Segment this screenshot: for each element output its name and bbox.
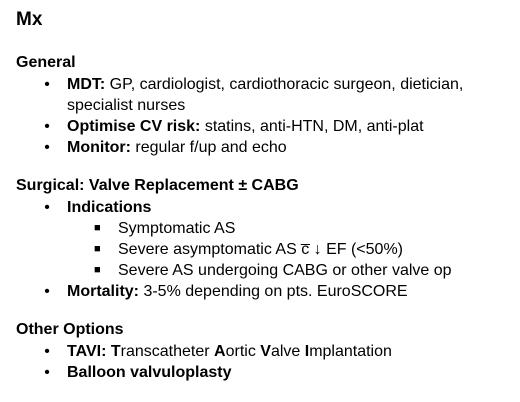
item-label: Balloon valvuloplasty xyxy=(67,364,232,381)
item-label: Indications xyxy=(67,199,152,216)
list-item-mortality xyxy=(16,281,512,302)
acronym-rest: alve xyxy=(270,343,305,360)
document-page xyxy=(16,6,512,383)
item-label: TAVI: xyxy=(67,343,107,360)
bullet-icon: • xyxy=(44,343,50,360)
item-label: Mortality: xyxy=(67,283,139,300)
sub-item-text: Severe AS undergoing CABG or other valve op xyxy=(118,262,452,279)
general-heading: General xyxy=(16,54,76,71)
bullet-icon: • xyxy=(44,283,50,300)
bullet-icon: • xyxy=(44,76,50,93)
square-bullet-icon: ■ xyxy=(94,222,101,234)
item-label: Monitor: xyxy=(67,139,131,156)
surgical-heading: Surgical: Valve Replacement ± CABG xyxy=(16,177,299,194)
list-item-mdt xyxy=(16,74,512,116)
sub-item-text: Severe asymptomatic AS c̅ ↓ EF (<50%) xyxy=(118,241,403,258)
other-section xyxy=(16,319,512,383)
surgical-section xyxy=(16,175,512,302)
acronym-letter: A xyxy=(214,343,226,360)
other-heading: Other Options xyxy=(16,321,124,338)
square-bullet-icon: ■ xyxy=(94,264,101,276)
bullet-icon: • xyxy=(44,199,50,216)
list-item-balloon xyxy=(16,362,512,383)
list-item-monitor xyxy=(16,137,512,158)
item-label: Optimise CV risk: xyxy=(67,118,201,135)
list-item-cv-risk xyxy=(16,116,512,137)
item-text: 3-5% depending on pts. EuroSCORE xyxy=(139,283,408,300)
bullet-icon: • xyxy=(44,364,50,381)
item-text: GP, cardiologist, cardiothoracic surgeon, dietician, specialist nurses xyxy=(67,76,464,114)
acronym-rest: mplantation xyxy=(309,343,392,360)
page-title: Mx xyxy=(16,9,43,30)
sub-list-item xyxy=(16,260,512,281)
item-label: MDT: xyxy=(67,76,106,93)
sub-list-item xyxy=(16,239,512,260)
sub-list-item xyxy=(16,218,512,239)
acronym-rest: ranscatheter xyxy=(120,343,215,360)
sub-item-text: Symptomatic AS xyxy=(118,220,236,237)
acronym-letter: T xyxy=(110,343,121,360)
bullet-icon: • xyxy=(44,118,50,135)
bullet-icon: • xyxy=(44,139,50,156)
acronym-rest: ortic xyxy=(225,343,261,360)
acronym-letter: V xyxy=(260,343,271,360)
item-text: statins, anti-HTN, DM, anti-plat xyxy=(200,118,424,135)
list-item-indications xyxy=(16,197,512,218)
general-section xyxy=(16,52,512,158)
square-bullet-icon: ■ xyxy=(94,243,101,255)
acronym-letter: I xyxy=(304,343,310,360)
item-text: regular f/up and echo xyxy=(130,139,287,156)
list-item-tavi xyxy=(16,341,512,362)
